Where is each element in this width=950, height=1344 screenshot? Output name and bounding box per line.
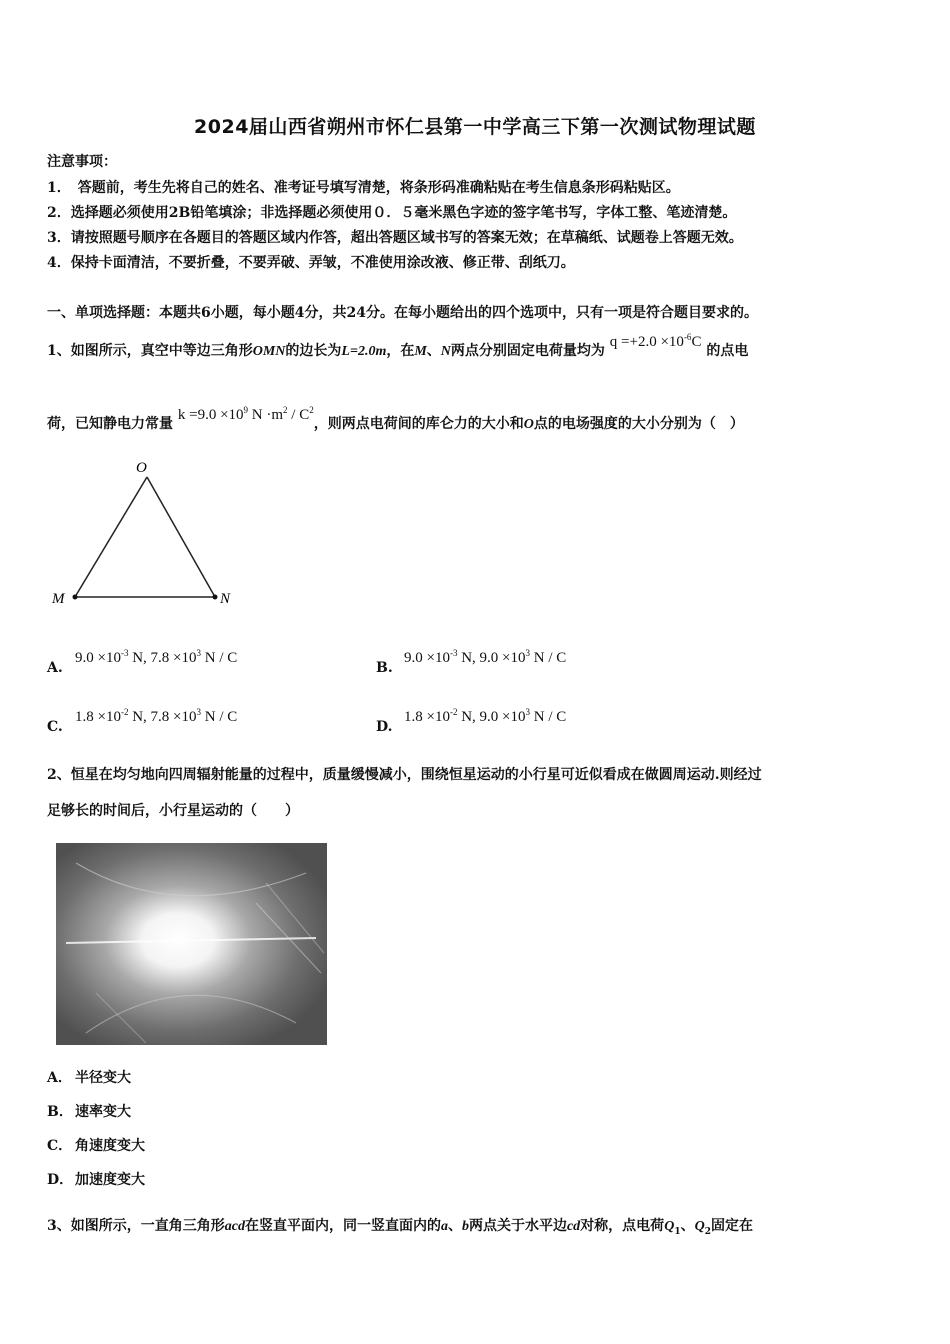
- star-photo: [56, 843, 327, 1045]
- q2-text-line1: 2、恒星在均匀地向四周辐射能量的过程中，质量缓慢减小，围绕恒星运动的小行星可近似看成在做圆周运动.则经过: [47, 767, 762, 783]
- charge-n-dot: [213, 595, 218, 600]
- side-on: [147, 477, 215, 597]
- equilateral-triangle-figure: [40, 450, 260, 615]
- q3-text-line1: 3、如图所示，一直角三角形acd在竖直平面内，同一竖直面内的a、b两点关于水平边cd对称，点电荷$Q_1$、$Q_2$固定在: [47, 1218, 753, 1237]
- vertex-m-label: M: [52, 591, 65, 607]
- side-om: [75, 477, 147, 597]
- q2-choice-a[interactable]: A． 半径变大: [47, 1070, 131, 1086]
- q2-choice-b[interactable]: B． 速率变大: [47, 1104, 131, 1120]
- section-heading: 一、单项选择题：本题共6小题，每小题4分，共24分。在每小题给出的四个选项中，只有一项是符合题目要求的。: [47, 305, 758, 321]
- q1-option-c[interactable]: $C.1.8 \times 10^{-2}$ N, $7.8 \times 10^3$ N / C: [47, 707, 238, 735]
- q2-choice-d[interactable]: D． 加速度变大: [47, 1172, 145, 1188]
- vertex-n-label: N: [220, 591, 231, 607]
- notice-item-2: 2．选择题必须使用2B铅笔填涂；非选择题必须使用０．５毫米黑色字迹的签字笔书写，字体工整、笔迹清楚。: [47, 205, 737, 221]
- charge-m-dot: [73, 595, 78, 600]
- q2-text-line2: 足够长的时间后，小行星运动的（ ）: [47, 803, 299, 819]
- vertex-o-label: O: [136, 460, 147, 476]
- notice-item-1: 1． 答题前，考生先将自己的姓名、准考证号填写清楚，将条形码准确粘贴在考生信息条形码粘贴区。: [47, 180, 680, 196]
- page-title: 2024届山西省朔州市怀仁县第一中学高三下第一次测试物理试题: [194, 116, 756, 138]
- notice-item-4: 4．保持卡面清洁，不要折叠，不要弄破、弄皱，不准使用涂改液、修正带、刮纸刀。: [47, 255, 575, 271]
- notice-item-3: 3．请按照题号顺序在各题目的答题区域内作答，超出答题区域书写的答案无效；在草稿纸、试题卷上答题无效。: [47, 230, 743, 246]
- q1-text-line2: 荷，已知静电力常量 $k =9.0 \times 10^9$ $N \cdot m^2 / C^2$，则两点电荷间的库仑力的大小和O点的电场强度的大小分别为（ ）: [47, 405, 744, 432]
- coulomb-constant-formula: $k =9.0 \times 10^9$ $N \cdot m^2 / C^2$: [177, 405, 314, 423]
- q1-option-b[interactable]: $B.9.0 \times 10^{-3}$ N, $9.0 \times 10^3$ N / C: [376, 648, 567, 676]
- q1-option-d[interactable]: $D.1.8 \times 10^{-2}$ N, $9.0 \times 10^3$ N / C: [376, 707, 567, 735]
- q2-choice-c[interactable]: C． 角速度变大: [47, 1138, 145, 1154]
- q1-text-line1: 1、如图所示，真空中等边三角形OMN的边长为L=2.0m，在M、N两点分别固定电荷量均为 $q =+2.0 \times 10^{-6}C$ 的点电: [47, 332, 749, 359]
- charge-formula: $q =+2.0 \times 10^{-6}C$: [609, 332, 702, 350]
- notice-heading: 注意事项：: [47, 154, 117, 170]
- q1-option-a[interactable]: $A.9.0 \times 10^{-3}$ N, $7.8 \times 10^3$ N / C: [47, 648, 238, 676]
